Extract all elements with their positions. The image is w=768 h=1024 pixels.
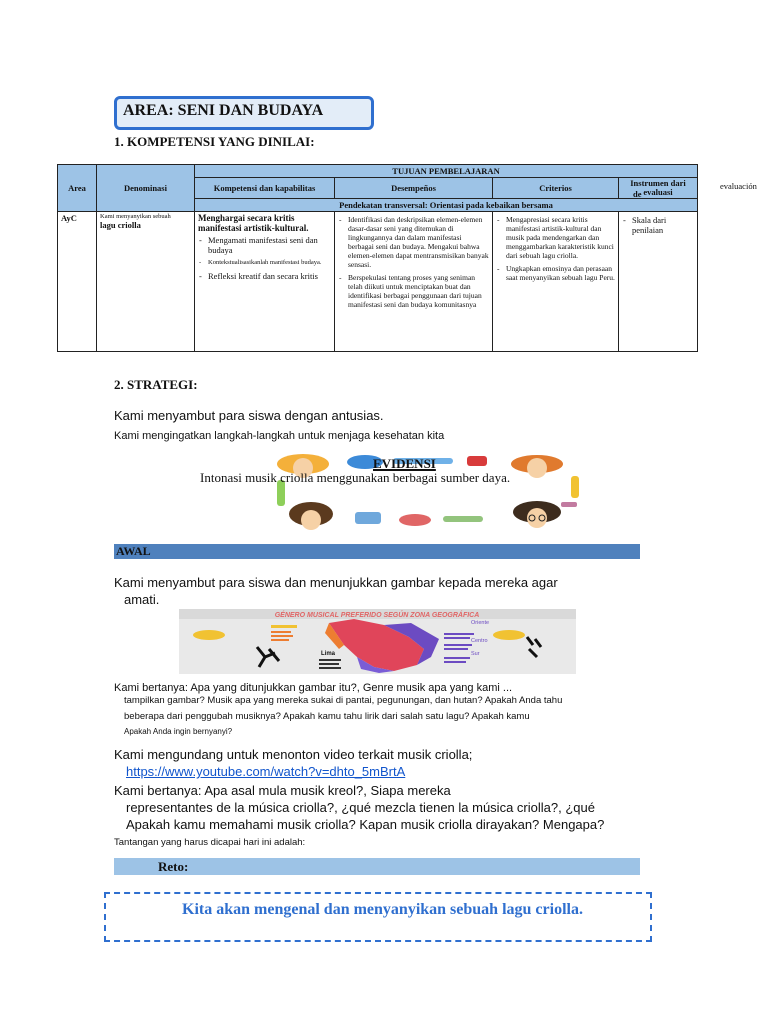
header-kompetensi: Kompetensi dan kapabilitas [195, 178, 335, 199]
cell-instrumen [619, 212, 698, 352]
awal-label: AWAL [116, 544, 151, 558]
map-label-sur: Sur [471, 651, 480, 657]
evidensi-title: EVIDENSI [373, 456, 436, 471]
list-item: - Berspekulasi tentang proses yang seniman telah diikuti untuk menciptakan buat dan identifikasi berbagai penggunaan dari tujuan manifestasi seni dan budaya komunitasnya [348, 273, 489, 309]
denominasi-bold: lagu criolla [100, 220, 141, 230]
awal-text: Kami bertanya: Apa asal mula musik kreol?, Siapa mereka [114, 783, 451, 798]
awal-item-cont: Apakah kamu memahami musik criolla? Kapan musik criolla dirayakan? Mengapa? [126, 817, 605, 832]
list-item: - Refleksi kreatif dan secara kritis [208, 271, 331, 281]
reto-section-bar [114, 858, 640, 875]
header-instrumen [619, 178, 698, 199]
cell-area: AyC [58, 212, 97, 352]
reto-label: Reto: [158, 859, 189, 874]
header-instrumen-de: de [633, 189, 642, 199]
awal-item [114, 574, 558, 591]
awal-item-cont: representantes de la música criolla?, ¿qué mezcla tienen la música criolla?, ¿qué [126, 800, 595, 815]
cell-denominasi [97, 212, 195, 352]
bullet-text: Kami mengingatkan langkah-langkah untuk menjaga kesehatan kita [114, 430, 445, 442]
header-desempenos: Desempeños [335, 178, 493, 199]
cell-kompetensi [195, 212, 335, 352]
awal-section-bar [114, 544, 640, 559]
header-criterios: Criterios [493, 178, 619, 199]
kompetensi-list [198, 235, 331, 281]
area-title: AREA: SENI DAN BUDAYA [123, 102, 324, 119]
list-item: - Mengapresiasi secara kritis manifestasi artistik-kultural dan musik pada mendengarkan dan menggambarkan karakteristik kunci dari sebuah lagu criolla. [506, 215, 615, 260]
cell-desempenos [335, 212, 493, 352]
map-title: GÉNERO MUSICAL PREFERIDO SEGÚN ZONA GEOGRÁFICA [274, 612, 480, 619]
evidensi-banner [200, 450, 582, 532]
peru-map-illustration [179, 609, 576, 674]
awal-item-cont: beberapa dari penggubah musiknya? Apakah kamu tahu lirik dari salah satu lagu? Apakah kamu [124, 711, 530, 722]
map-label-oriente: Oriente [471, 620, 490, 626]
map-label-centro: Centro [471, 638, 488, 644]
music-genre-map-image [179, 609, 576, 674]
awal-text: Kami mengundang untuk menonton video terkait musik criolla; [114, 747, 473, 762]
bullet-text: Kami menyambut para siswa dengan antusias. [114, 408, 384, 423]
awal-item [114, 836, 305, 850]
awal-item [114, 782, 451, 799]
awal-text: Tantangan yang harus dicapai hari ini adalah: [114, 837, 306, 848]
awal-item-cont: Apakah Anda ingin bernyanyi? [124, 727, 233, 736]
list-item: - Ungkapkan emosinya dan perasaan saat menyanyikan sebuah lagu Peru. [506, 264, 615, 282]
area-title-box [114, 96, 374, 130]
header-denominasi: Denominasi [97, 165, 195, 212]
awal-item-cont: amati. [124, 592, 160, 607]
header-tujuan: TUJUAN PEMBELAJARAN [195, 165, 698, 178]
bullet-item [114, 407, 384, 424]
evidensi-text: Intonasi musik criolla menggunakan berbagai sumber daya. [200, 470, 511, 485]
map-label-lima: Lima [321, 651, 336, 657]
denominasi-small: Kami menyanyikan sebuah [100, 213, 171, 220]
tantangan-text: Kita akan mengenal dan menyanyikan sebuah lagu criolla. [182, 901, 583, 918]
kompetensi-heading: 1. KOMPETENSI YANG DINILAI: [114, 134, 315, 149]
list-item: - Identifikasi dan deskripsikan elemen-elemen dasar-dasar seni yang ditemukan di lingkungannya dan dalam manifestasi berbagai seni dan budaya. Mengakui bahwa elemen-elemen dapat mentransmisikan banyak sensasi. [348, 215, 489, 269]
list-item: - Mengamati manifestasi seni dan budaya [208, 235, 331, 255]
list-item: - Kontekstualisasikanlah manifestasi budaya. [208, 259, 331, 267]
cell-criterios [493, 212, 619, 352]
tantangan-box [104, 892, 652, 942]
desempenos-list [338, 215, 489, 309]
awal-text: Kami menyambut para siswa dan menunjukkan gambar kepada mereka agar [114, 575, 558, 590]
awal-text: Kami bertanya: Apa yang ditunjukkan gambar itu?, Genre musik apa yang kami ... [114, 682, 513, 694]
header-area: Area [58, 165, 97, 212]
list-item: - Skala dari penilaian [632, 215, 694, 235]
kompetensi-table [57, 164, 698, 352]
youtube-link[interactable]: https://www.youtube.com/watch?v=dhto_5mBrtA [126, 764, 406, 779]
kompetensi-title: Menghargai secara kritis manifestasi artistik-kultural. [198, 213, 309, 233]
evaluacion-label: evaluación [720, 181, 757, 191]
awal-item-cont: tampilkan gambar? Musik apa yang mereka sukai di pantai, pegunungan, dan hutan? Apakah Anda tahu [124, 695, 563, 706]
awal-item [114, 746, 472, 763]
header-instrumen-label: Instrumen dari evaluasi [630, 178, 686, 197]
criterios-list [496, 215, 615, 282]
instrumen-list [622, 215, 694, 235]
bullet-item [114, 428, 444, 444]
strategi-heading: 2. STRATEGI: [114, 377, 198, 392]
header-pendekatan: Pendekatan transversal: Orientasi pada kebaikan bersama [195, 199, 698, 212]
